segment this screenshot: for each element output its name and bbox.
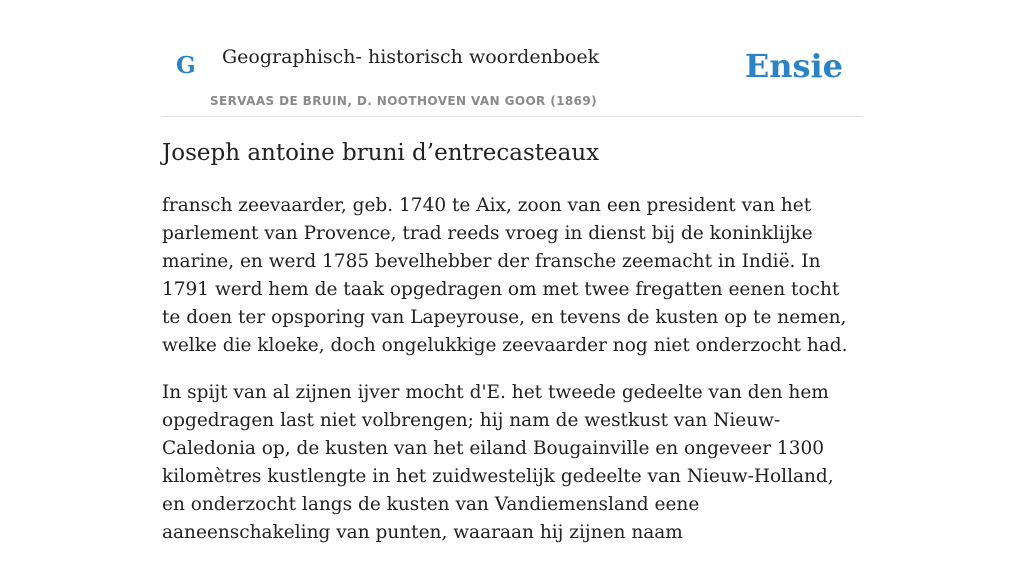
book-logo-icon[interactable]: G bbox=[176, 52, 196, 79]
entry-paragraph: In spijt van al zijnen ijver mocht d'E. het tweede gedeelte van den hem opgedragen last niet volbrengen; hij nam de westkust van Nieuw-Caledonia op, de kusten van het eiland Bougainville en ongeveer 1300 kilomètres kustlengte in het zuidwestelijk gedeelte van Nieuw-Holland, en onderzocht langs de kusten van Vandiemensland eene aaneenschakeling van punten, waaraan hij zijnen naam bbox=[162, 382, 834, 543]
entry-paragraph: fransch zeevaarder, geb. 1740 te Aix, zoon van een president van het parlement van Provence, trad reeds vroeg in dienst bij de koninklijke marine, en werd 1785 bevelhebber der fransche zeemacht in Indië. In 1791 werd hem de taak opgedragen om met twee fregatten eenen tocht te doen ter opsporing van Lapeyrouse, en tevens de kusten op te nemen, welke die kloeke, doch ongelukkige zeevaarder nog niet onderzocht had. bbox=[162, 195, 848, 356]
book-title-link[interactable]: Geographisch- historisch woordenboek bbox=[222, 46, 600, 68]
page-header bbox=[162, 0, 862, 117]
ensie-logo[interactable]: Ensie bbox=[744, 47, 843, 85]
book-authors: SERVAAS DE BRUIN, D. NOOTHOVEN VAN GOOR (1869) bbox=[210, 94, 598, 108]
entry-title: Joseph antoine bruni d’entrecasteaux bbox=[162, 140, 600, 166]
entry-body bbox=[162, 192, 862, 566]
